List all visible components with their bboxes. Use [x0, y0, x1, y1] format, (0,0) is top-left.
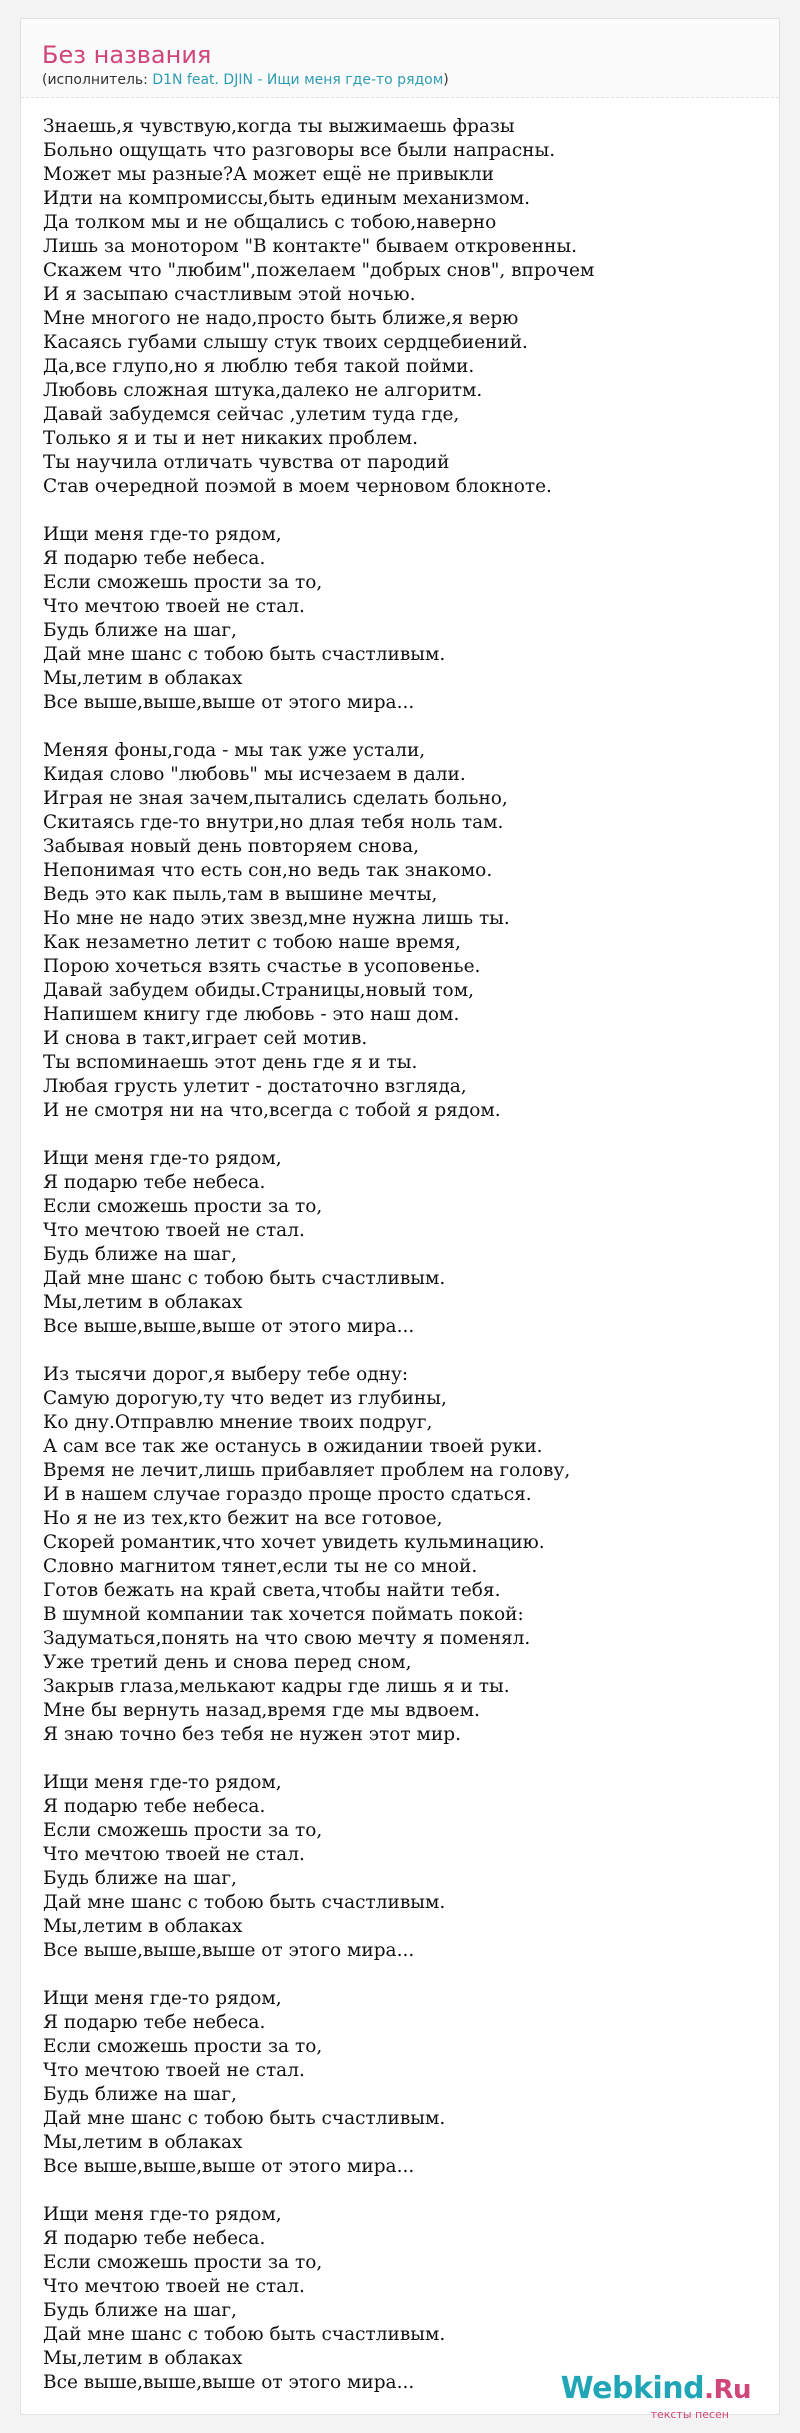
lyric-line: Дай мне шанс с тобою быть счастливым. — [43, 1268, 446, 1289]
lyric-line: И снова в такт,играет сей мотив. — [43, 1028, 368, 1049]
lyric-line: Мне многого не надо,просто быть ближе,я верю — [43, 308, 519, 329]
lyric-line: Непонимая что есть сон,но ведь так знакомо. — [43, 860, 493, 881]
lyric-line: И в нашем случае гораздо проще просто сдаться. — [43, 1484, 532, 1505]
lyric-line: Дай мне шанс с тобою быть счастливым. — [43, 1892, 446, 1913]
lyric-line: Будь ближе на шаг, — [43, 2084, 237, 2105]
lyric-line: Знаешь,я чувствую,когда ты выжимаешь фразы — [43, 116, 515, 137]
lyric-line: Ты научила отличать чувства от пародий — [43, 452, 450, 473]
lyric-line: Ищи меня где-то рядом, — [43, 2204, 282, 2225]
lyric-line: Будь ближе на шаг, — [43, 2300, 237, 2321]
lyric-line: Став очередной поэмой в моем черновом блокноте. — [43, 476, 552, 497]
site-logo[interactable] — [551, 2371, 751, 2431]
lyric-line: Все выше,выше,выше от этого мира... — [43, 1316, 415, 1337]
lyric-line: Если сможешь прости за то, — [43, 2252, 323, 2273]
lyric-line: Что мечтою твоей не стал. — [43, 1844, 305, 1865]
lyric-line: Мы,летим в облаках — [43, 668, 243, 689]
lyric-line: Я подарю тебе небеса. — [43, 548, 266, 569]
performer-line — [42, 71, 449, 89]
lyric-line: Да,все глупо,но я люблю тебя такой пойми. — [43, 356, 475, 377]
stanza — [43, 523, 773, 715]
lyric-line: Дай мне шанс с тобою быть счастливым. — [43, 644, 446, 665]
lyrics-text — [43, 115, 773, 2419]
lyric-line: Мы,летим в облаках — [43, 2348, 243, 2369]
performer-suffix: ) — [443, 72, 449, 88]
lyric-line: Самую дорогую,ту что ведет из глубины, — [43, 1388, 447, 1409]
performer-prefix: (исполнитель: — [42, 72, 153, 88]
lyric-line: Любовь сложная штука,далеко не алгоритм. — [43, 380, 483, 401]
lyric-line: И я засыпаю счастливым этой ночью. — [43, 284, 416, 305]
lyric-line: Мне бы вернуть назад,время где мы вдвоем. — [43, 1700, 480, 1721]
lyric-line: Порою хочеться взять счастье в усоповенье. — [43, 956, 481, 977]
stanza — [43, 739, 773, 1123]
lyric-line: Забывая новый день повторяем снова, — [43, 836, 419, 857]
lyric-line: Все выше,выше,выше от этого мира... — [43, 2372, 415, 2393]
lyric-line: Больно ощущать что разговоры все были напрасны. — [43, 140, 556, 161]
lyric-line: Время не лечит,лишь прибавляет проблем на голову, — [43, 1460, 571, 1481]
lyric-line: Если сможешь прости за то, — [43, 1820, 323, 1841]
lyric-line: Давай забудемся сейчас ,улетим туда где, — [43, 404, 460, 425]
logo-wordmark — [551, 2371, 751, 2408]
lyric-line: Словно магнитом тянет,если ты не со мной. — [43, 1556, 478, 1577]
lyric-line: Если сможешь прости за то, — [43, 2036, 323, 2057]
lyric-line: Ищи меня где-то рядом, — [43, 524, 282, 545]
lyric-line: Я подарю тебе небеса. — [43, 1172, 266, 1193]
lyric-line: Уже третий день и снова перед сном, — [43, 1652, 412, 1673]
lyric-line: Как незаметно летит с тобою наше время, — [43, 932, 461, 953]
lyric-line: Играя не зная зачем,пытались сделать больно, — [43, 788, 508, 809]
lyric-line: Все выше,выше,выше от этого мира... — [43, 1940, 415, 1961]
stanza — [43, 1363, 773, 1747]
lyric-line: Я подарю тебе небеса. — [43, 2012, 266, 2033]
lyric-line: Дай мне шанс с тобою быть счастливым. — [43, 2108, 446, 2129]
lyric-line: Будь ближе на шаг, — [43, 1244, 237, 1265]
lyric-line: Я подарю тебе небеса. — [43, 1796, 266, 1817]
lyric-line: Если сможешь прости за то, — [43, 572, 323, 593]
lyric-line: Любая грусть улетит - достаточно взгляда, — [43, 1076, 467, 1097]
lyric-line: Идти на компромиссы,быть единым механизмом. — [43, 188, 531, 209]
logo-name: Webkind — [560, 2371, 705, 2406]
lyric-line: Ко дну.Отправлю мнение твоих подруг, — [43, 1412, 433, 1433]
artist-link[interactable]: D1N feat. DJIN - Ищи меня где-то рядом — [152, 72, 444, 88]
lyric-line: Что мечтою твоей не стал. — [43, 2276, 305, 2297]
lyric-line: Ищи меня где-то рядом, — [43, 1772, 282, 1793]
stanza — [43, 115, 773, 499]
lyric-line: Что мечтою твоей не стал. — [43, 596, 305, 617]
lyric-line: Все выше,выше,выше от этого мира... — [43, 692, 415, 713]
lyric-line: Кидая слово "любовь" мы исчезаем в дали. — [43, 764, 466, 785]
lyric-line: Что мечтою твоей не стал. — [43, 1220, 305, 1241]
lyric-line: Может мы разные?А может ещё не привыкли — [43, 164, 494, 185]
lyric-line: Все выше,выше,выше от этого мира... — [43, 2156, 415, 2177]
song-header — [21, 19, 779, 98]
lyric-line: Меняя фоны,года - мы так уже устали, — [43, 740, 426, 761]
lyric-line: Ведь это как пыль,там в вышине мечты, — [43, 884, 438, 905]
lyric-line: А сам все так же останусь в ожидании твоей руки. — [43, 1436, 543, 1457]
lyric-line: Касаясь губами слышу стук твоих сердцебиений. — [43, 332, 528, 353]
lyric-line: И не смотря ни на что,всегда с тобой я рядом. — [43, 1100, 501, 1121]
lyric-line: Скорей романтик,что хочет увидеть кульминацию. — [43, 1532, 545, 1553]
stanza — [43, 1771, 773, 1963]
lyric-line: Будь ближе на шаг, — [43, 1868, 237, 1889]
lyric-line: Задуматься,понять на что свою мечту я поменял. — [43, 1628, 531, 1649]
lyric-line: Ищи меня где-то рядом, — [43, 1988, 282, 2009]
lyric-line: Ищи меня где-то рядом, — [43, 1148, 282, 1169]
lyric-line: В шумной компании так хочется поймать покой: — [43, 1604, 524, 1625]
lyric-line: Из тысячи дорог,я выберу тебе одну: — [43, 1364, 409, 1385]
lyric-line: Мы,летим в облаках — [43, 1292, 243, 1313]
lyric-line: Закрыв глаза,мелькают кадры где лишь я и ты. — [43, 1676, 510, 1697]
song-title: Без названия — [42, 41, 212, 69]
lyric-line: Лишь за монотором "В контакте" бываем откровенны. — [43, 236, 578, 257]
lyrics-card — [20, 18, 780, 2421]
lyric-line: Если сможешь прости за то, — [43, 1196, 323, 1217]
lyric-line: Да толком мы и не общались с тобою,наверно — [43, 212, 497, 233]
logo-slogan: тексты песен — [650, 2408, 729, 2421]
lyric-line: Я подарю тебе небеса. — [43, 2228, 266, 2249]
lyric-line: Мы,летим в облаках — [43, 1916, 243, 1937]
lyric-line: Ты вспоминаешь этот день где я и ты. — [43, 1052, 418, 1073]
lyric-line: Напишем книгу где любовь - это наш дом. — [43, 1004, 460, 1025]
stanza — [43, 1987, 773, 2179]
lyric-line: Только я и ты и нет никаких проблем. — [43, 428, 418, 449]
logo-tld: .Ru — [704, 2375, 751, 2405]
lyric-line: Давай забудем обиды.Страницы,новый том, — [43, 980, 474, 1001]
stanza — [43, 2203, 773, 2395]
lyric-line: Скажем что "любим",пожелаем "добрых снов", впрочем — [43, 260, 595, 281]
lyric-line: Скитаясь где-то внутри,но длая тебя ноль там. — [43, 812, 504, 833]
lyric-line: Будь ближе на шаг, — [43, 620, 237, 641]
lyric-line: Дай мне шанс с тобою быть счастливым. — [43, 2324, 446, 2345]
lyric-line: Что мечтою твоей не стал. — [43, 2060, 305, 2081]
lyric-line: Но мне не надо этих звезд,мне нужна лишь ты. — [43, 908, 510, 929]
lyric-line: Я знаю точно без тебя не нужен этот мир. — [43, 1724, 461, 1745]
stanza — [43, 1147, 773, 1339]
lyric-line: Готов бежать на край света,чтобы найти тебя. — [43, 1580, 501, 1601]
lyric-line: Мы,летим в облаках — [43, 2132, 243, 2153]
lyric-line: Но я не из тех,кто бежит на все готовое, — [43, 1508, 443, 1529]
